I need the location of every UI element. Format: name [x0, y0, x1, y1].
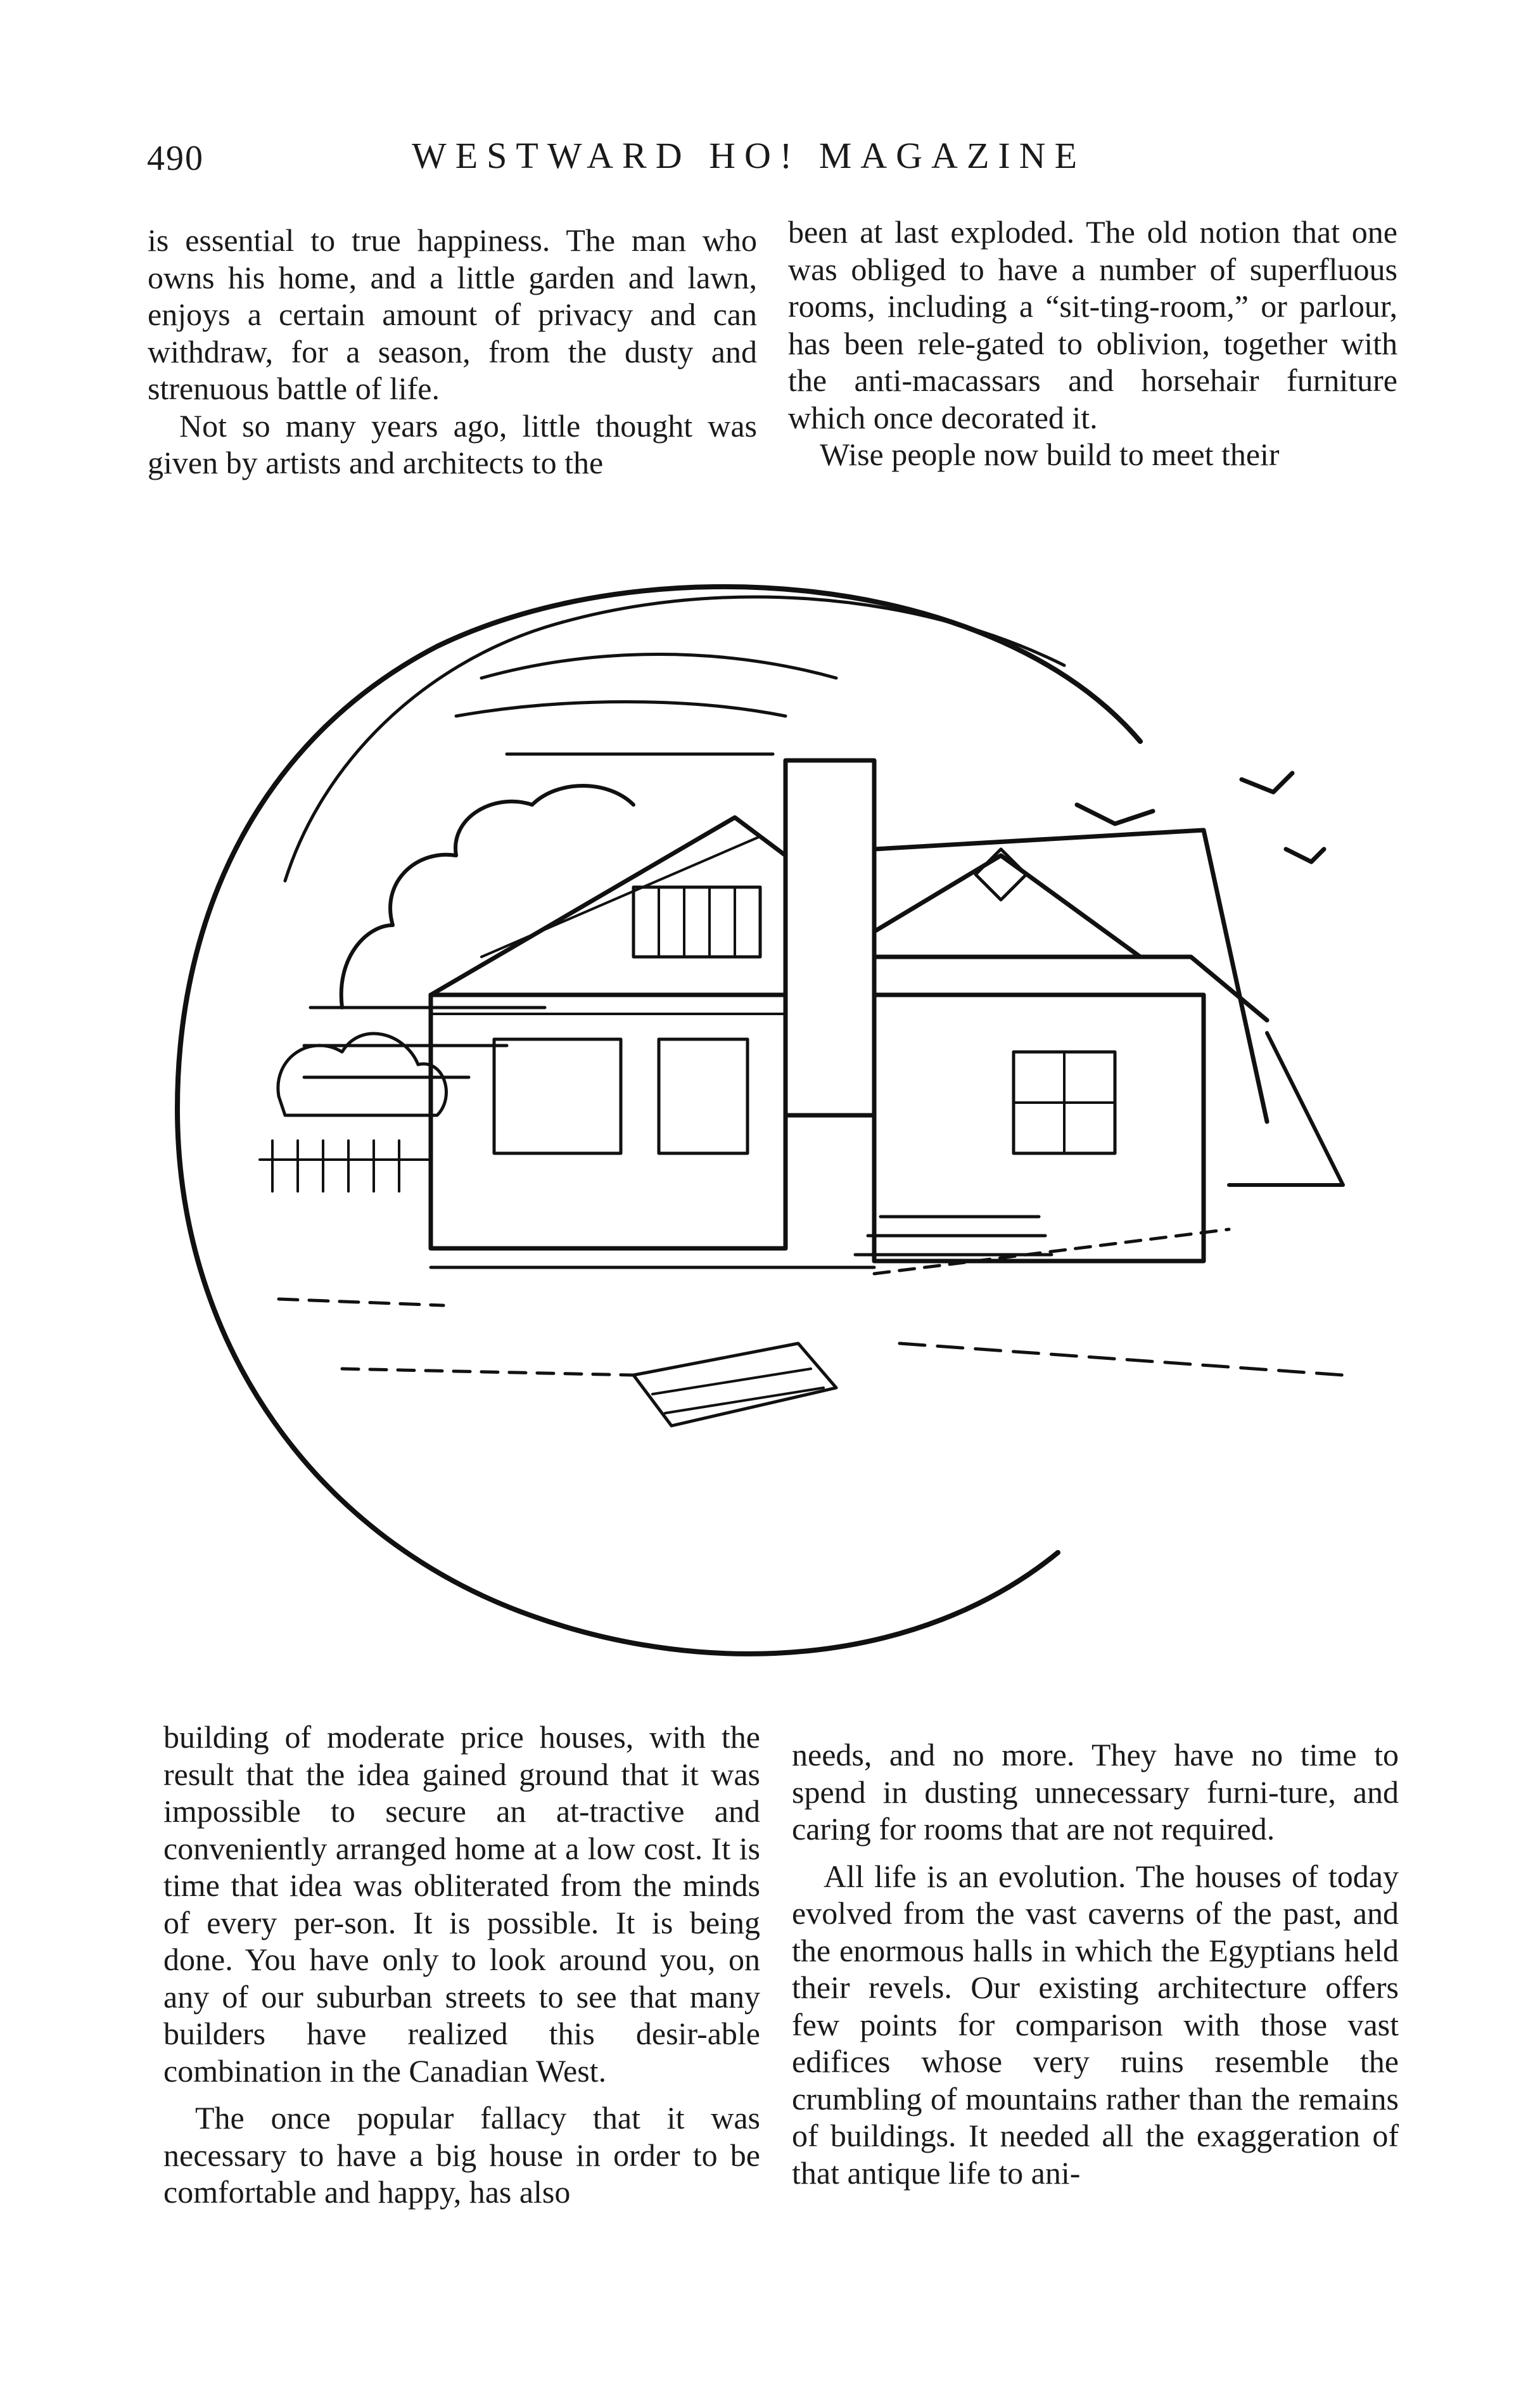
paragraph: is essential to true happiness. The man who owns his home, and a little garden and lawn, enjoys a certain amount of privacy and can withdraw, for a season, from the dusty and strenuous battle of life. — [148, 222, 757, 406]
paragraph: building of moderate price houses, with the result that the idea gained ground that it was impossible to secure an at-tractive and conveniently arranged home at a low cost. It is time that idea was obliterated from the minds of every per-son. It is possible. It is being done. You have only to look around you, on any of our suburban streets to see that many builders have realized this desir-able combination in the Canadian West. — [163, 1719, 760, 2089]
paragraph: needs, and no more. They have no time to spend in dusting unnecessary furni-ture, and caring for rooms that are not required. — [792, 1737, 1399, 1847]
text-column-top-right — [788, 214, 1397, 473]
paragraph: Not so many years ago, little thought was given by artists and architects to the — [148, 407, 757, 480]
paragraph: All life is an evolution. The houses of today evolved from the vast caverns of the past, and the enormous halls in which the Egyptians held their revels. Our existing architecture offers few points for comparison with those vast edifices whose very ruins resemble the crumbling of mountains rather than the remains of buildings. It needed all the exaggeration of that antique life to ani- — [792, 1858, 1399, 2191]
bird — [1286, 849, 1324, 862]
text-column-top-left — [148, 222, 757, 482]
paragraph: Wise people now build to meet their — [820, 437, 1280, 472]
paragraph: been at last exploded. The old notion that one was obliged to have a number of superfluous rooms, including a “sit-ting-room,” or parlour, has been rele-gated to oblivion, together with the anti-macassars and horsehair furniture which once decorated it. — [788, 214, 1397, 435]
bird — [1077, 805, 1153, 824]
bird — [1242, 773, 1292, 792]
text-column-bottom-left — [163, 1719, 760, 2211]
paragraph: The once popular fallacy that it was necessary to have a big house in order to be comfortable and happy, has also — [163, 2100, 760, 2210]
bungalow-illustration — [152, 551, 1394, 1692]
text-column-bottom-right — [792, 1736, 1399, 2191]
running-title: WESTWARD HO! MAGAZINE — [412, 135, 1086, 176]
page-number: 490 — [147, 139, 204, 178]
chimney — [786, 760, 874, 1115]
cloud — [341, 786, 633, 1008]
circle-frame-inner — [285, 597, 1064, 881]
